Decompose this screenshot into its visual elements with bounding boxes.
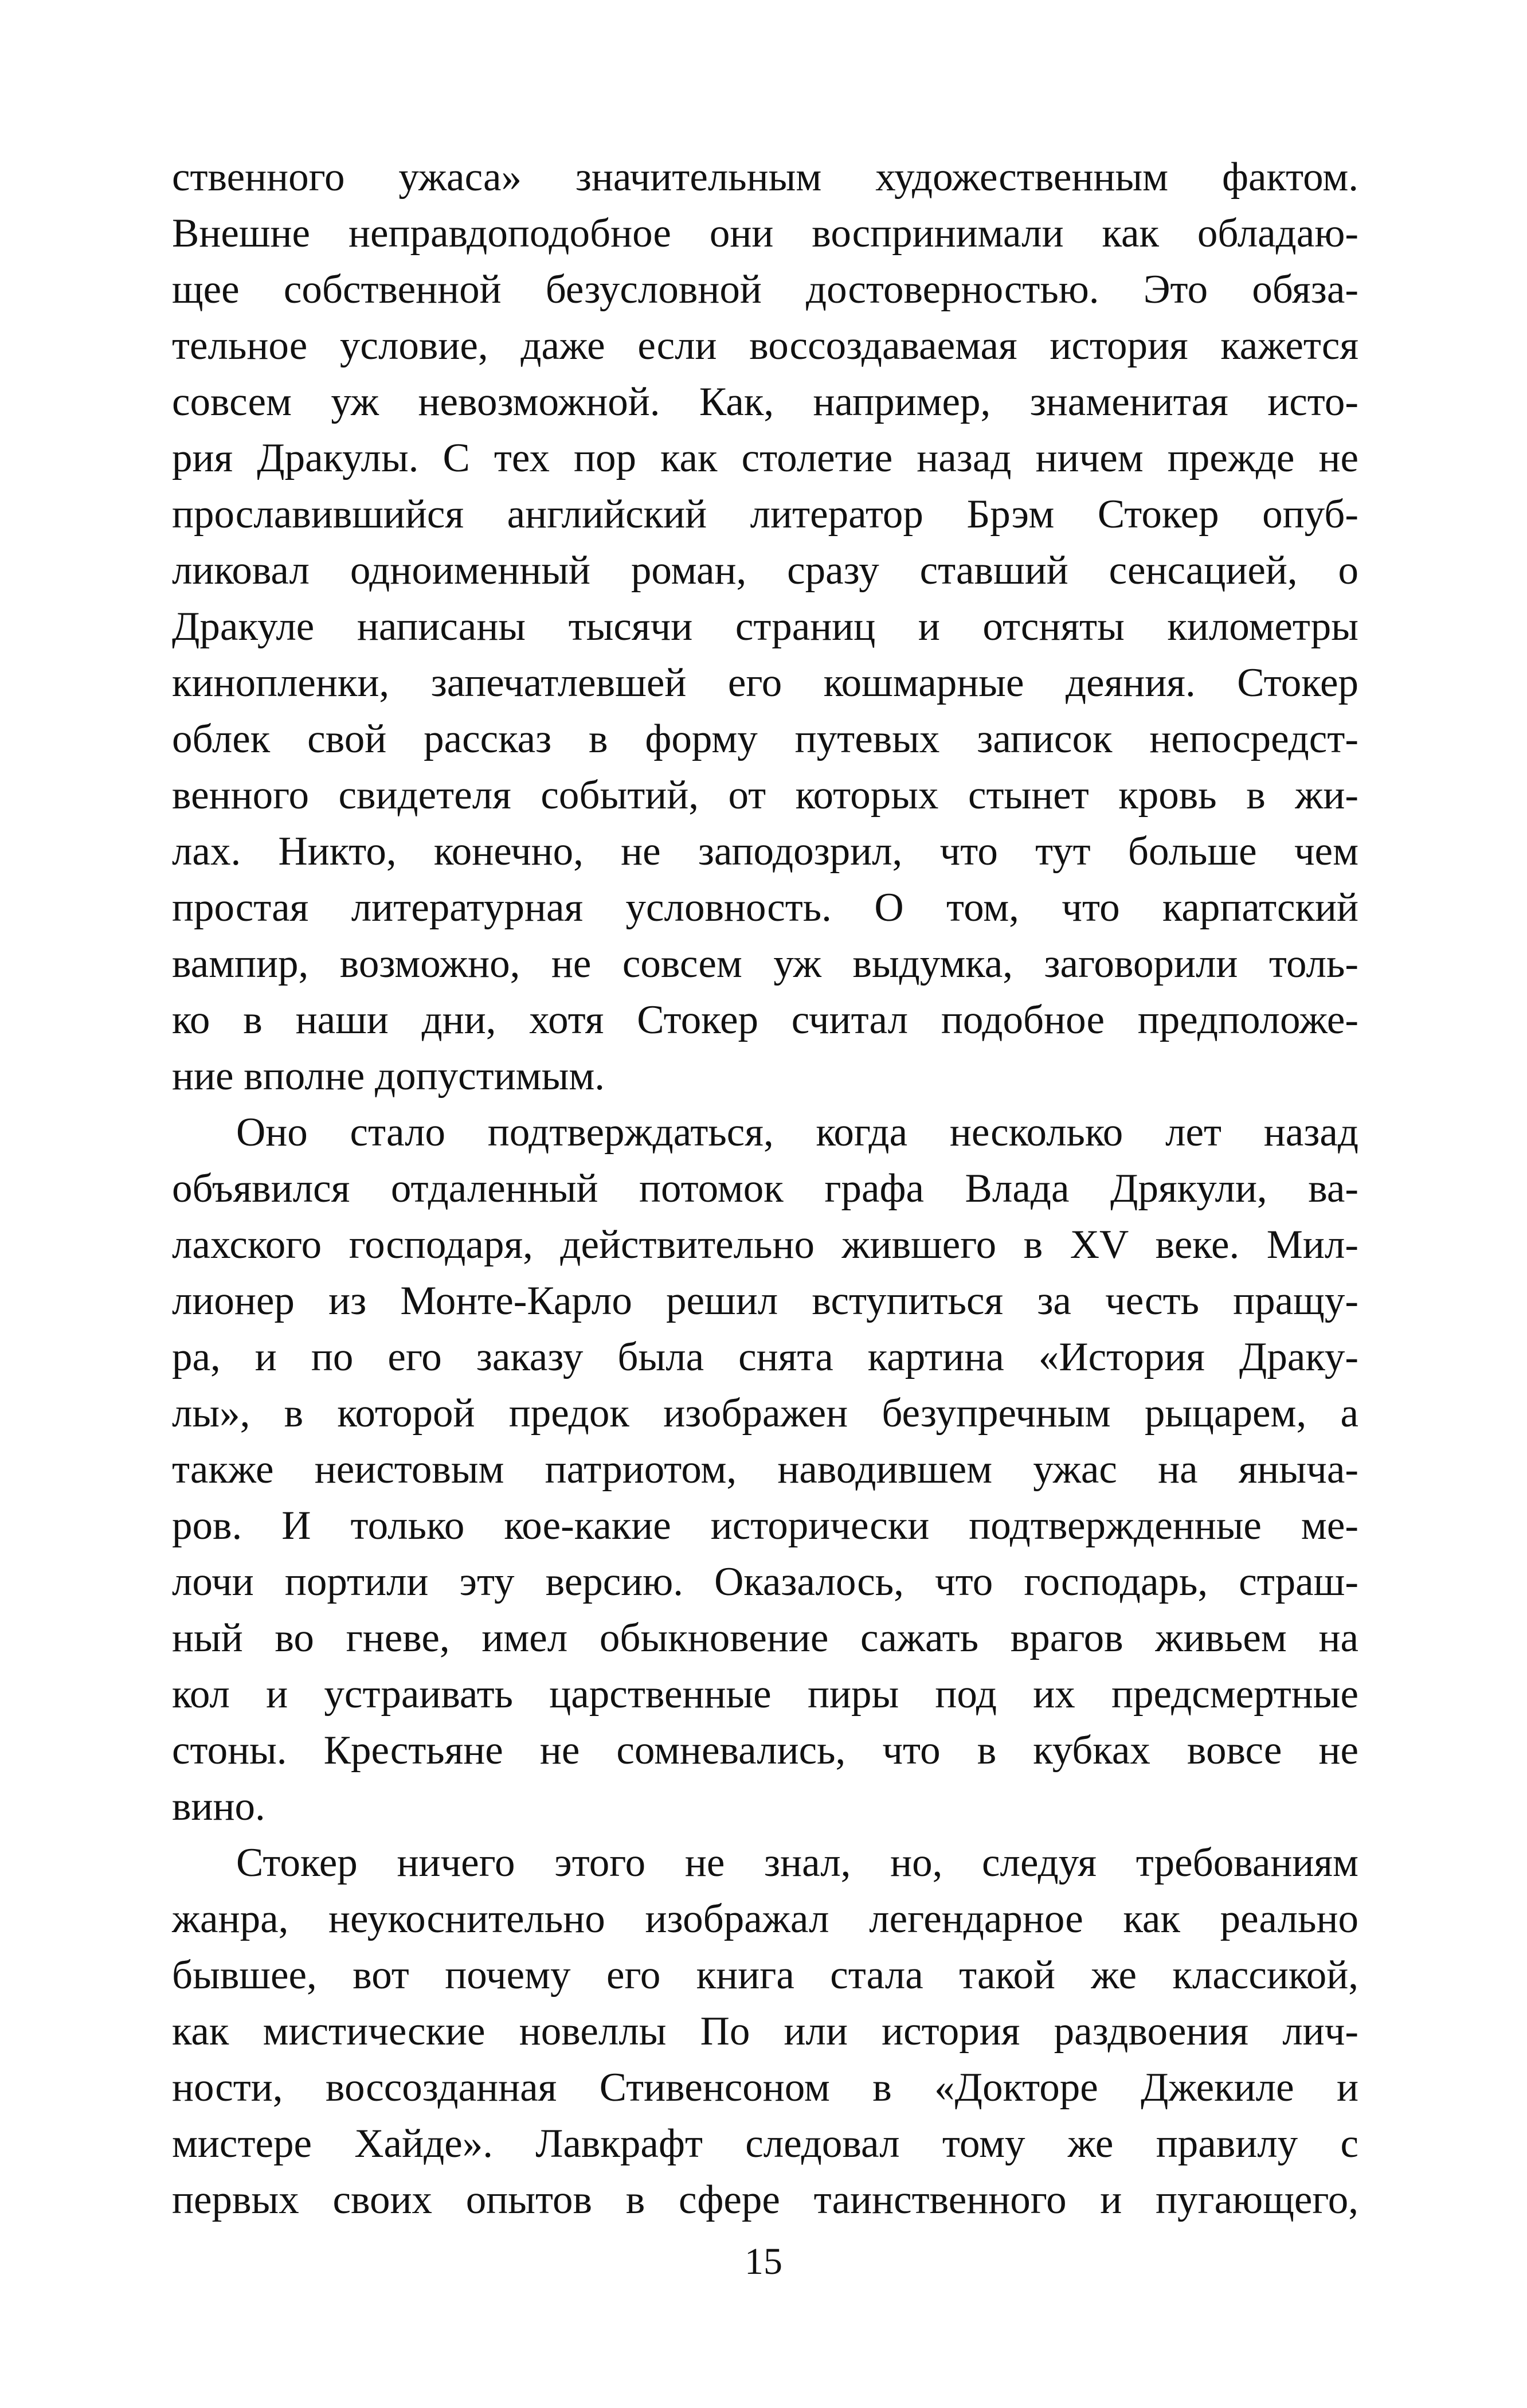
text-line: кол и устраивать царственные пиры под их предсмертные [172, 1672, 1358, 1717]
text-line: облек свой рассказ в форму путевых записок непосредст- [172, 717, 1358, 761]
text-line: лах. Никто, конечно, не заподозрил, что тут больше чем [172, 829, 1358, 874]
text-line: Внешне неправдоподобное они воспринимали как обладаю- [172, 211, 1358, 256]
paragraph-start-line: Стокер ничего этого не знал, но, следуя требованиям [236, 1840, 1358, 1885]
text-line: ликовал одноименный роман, сразу ставший сенсацией, о [172, 548, 1358, 593]
text-line: вино. [172, 1784, 265, 1829]
text-line: щее собственной безусловной достоверностью. Это обяза- [172, 267, 1358, 312]
text-line: ный во гневе, имел обыкновение сажать врагов живьем на [172, 1616, 1358, 1660]
text-line: лахского господаря, действительно жившего в XV веке. Мил- [172, 1222, 1358, 1267]
text-line: как мистические новеллы По или история раздвоения лич- [172, 2009, 1358, 2054]
text-line: вампир, возможно, не совсем уж выдумка, заговорили толь- [172, 941, 1358, 986]
text-line: объявился отдаленный потомок графа Влада Дрякули, ва- [172, 1166, 1358, 1211]
paragraph-start-line: Оно стало подтверждаться, когда несколько лет назад [236, 1110, 1358, 1155]
body-text [172, 149, 1358, 2228]
text-line: ра, и по его заказу была снята картина «История Драку- [172, 1335, 1358, 1379]
text-line: лионер из Монте-Карло решил вступиться за честь пращу- [172, 1279, 1358, 1323]
text-line: рия Дракулы. С тех пор как столетие назад ничем прежде не [172, 436, 1358, 480]
text-line: совсем уж невозможной. Как, например, знаменитая исто- [172, 380, 1358, 424]
text-line: ко в наши дни, хотя Стокер считал подобное предположе- [172, 998, 1358, 1042]
text-line: также неистовым патриотом, наводившем ужас на янычa- [172, 1447, 1358, 1492]
text-line: кинопленки, запечатлевшей его кошмарные деяния. Стокер [172, 660, 1358, 705]
text-line: лы», в которой предок изображен безупречным рыцарем, а [172, 1391, 1358, 1436]
text-line: первых своих опытов в сфере таинственного и пугающего, [172, 2178, 1358, 2222]
text-line: простая литературная условность. О том, что карпатский [172, 885, 1358, 930]
text-line: мистере Хайде». Лавкрафт следовал тому же правилу с [172, 2121, 1358, 2166]
text-line: Дракуле написаны тысячи страниц и отсняты километры [172, 604, 1358, 649]
text-line: стоны. Крестьяне не сомневались, что в кубках вовсе не [172, 1728, 1358, 1773]
text-line: ственного ужаса» значительным художественным фактом. [172, 155, 1358, 200]
text-line: ности, воссозданная Стивенсоном в «Докторе Джекиле и [172, 2065, 1358, 2110]
text-line: бывшее, вот почему его книга стала такой же классикой, [172, 1953, 1358, 1997]
text-line: жанра, неукоснительно изображал легендарное как реально [172, 1897, 1358, 1941]
text-line: лочи портили эту версию. Оказалось, что господарь, страш- [172, 1559, 1358, 1604]
text-line: ров. И только кое-какие исторически подтвержденные ме- [172, 1503, 1358, 1548]
text-line: ние вполне допустимым. [172, 1054, 605, 1099]
text-line: тельное условие, даже если воссоздаваемая история кажется [172, 323, 1358, 368]
text-line: прославившийся английский литератор Брэм Стокер опуб- [172, 492, 1358, 537]
page-number: 15 [745, 2241, 782, 2282]
text-line: венного свидетеля событий, от которых стынет кровь в жи- [172, 773, 1358, 818]
